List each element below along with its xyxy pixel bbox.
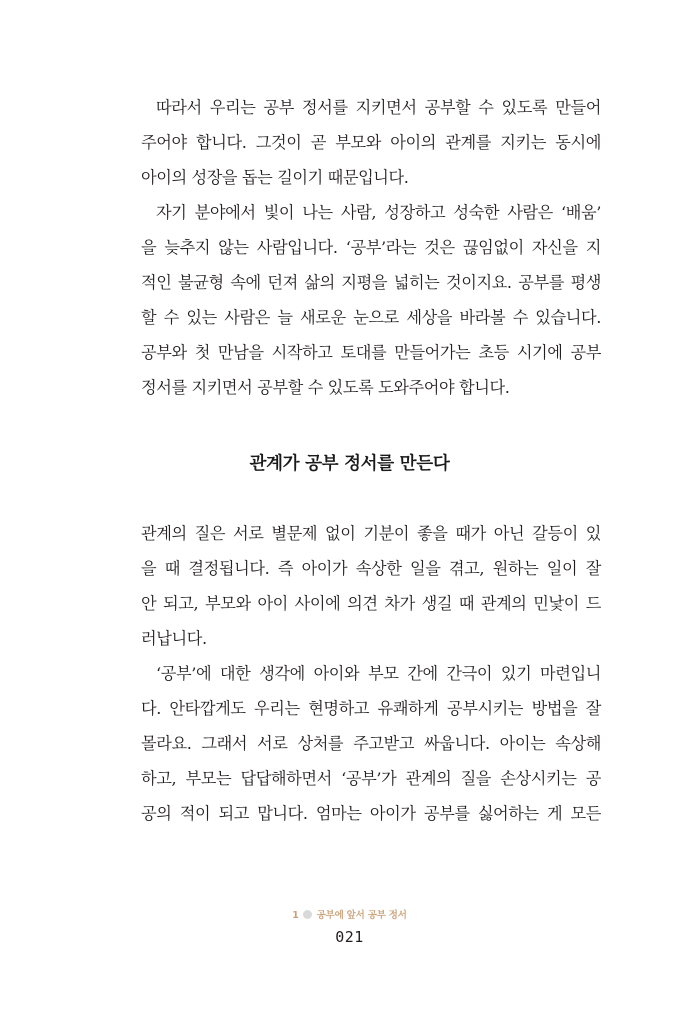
text-line: 정서를 지키면서 공부할 수 있도록 도와주어야 합니다. xyxy=(141,378,510,397)
text-line: 안 되고, 부모와 아이 사이에 의견 차가 생길 때 관계의 민낯이 드 xyxy=(141,594,601,613)
text-line: 공의 적이 되고 맙니다. 엄마는 아이가 공부를 싫어하는 게 모든 xyxy=(141,804,601,823)
body-text-top xyxy=(141,90,601,405)
bullet-dot-icon xyxy=(303,910,312,919)
text-line: 을 때 결정됩니다. 즉 아이가 속상한 일을 겪고, 원하는 일이 잘 xyxy=(141,559,601,578)
text-line: 아이의 성장을 돕는 길이기 때문입니다. xyxy=(141,168,409,187)
text-line: 자기 분야에서 빛이 나는 사람, 성장하고 성숙한 사람은 ‘배움’ xyxy=(156,203,601,222)
text-line: 할 수 있는 사람은 늘 새로운 눈으로 세상을 바라볼 수 있습니다. xyxy=(141,308,601,327)
text-line: 다. 안타깝게도 우리는 현명하고 유쾌하게 공부시키는 방법을 잘 xyxy=(141,699,601,718)
chapter-title: 공부에 앞서 공부 정서 xyxy=(316,910,407,921)
text-line: 몰라요. 그래서 서로 상처를 주고받고 싸웁니다. 아이는 속상해 xyxy=(141,734,601,753)
paragraph-1 xyxy=(141,90,601,195)
text-line: 러납니다. xyxy=(141,629,207,648)
body-text-bottom xyxy=(141,516,601,831)
page-number: 021 xyxy=(335,928,364,946)
text-line: 을 늦추지 않는 사람입니다. ‘공부’라는 것은 끊임없이 자신을 지 xyxy=(141,238,601,257)
text-line: 주어야 합니다. 그것이 곧 부모와 아이의 관계를 지키는 동시에 xyxy=(141,133,601,152)
running-footer xyxy=(0,907,699,921)
paragraph-3 xyxy=(141,516,601,656)
paragraph-2 xyxy=(141,195,601,405)
text-line: 적인 불균형 속에 던져 삶의 지평을 넓히는 것이지요. 공부를 평생 xyxy=(141,273,601,292)
text-line: 관계의 질은 서로 별문제 없이 기분이 좋을 때가 아닌 갈등이 있 xyxy=(141,524,601,543)
paragraph-4 xyxy=(141,656,601,831)
section-heading: 관계가 공부 정서를 만든다 xyxy=(249,454,450,474)
chapter-number: 1 xyxy=(292,910,299,921)
text-line: ‘공부’에 대한 생각에 아이와 부모 간에 간극이 있기 마련입니 xyxy=(156,664,601,683)
text-line: 따라서 우리는 공부 정서를 지키면서 공부할 수 있도록 만들어 xyxy=(156,98,601,117)
text-line: 공부와 첫 만남을 시작하고 토대를 만들어가는 초등 시기에 공부 xyxy=(141,343,601,362)
text-line: 하고, 부모는 답답해하면서 ‘공부’가 관계의 질을 손상시키는 공 xyxy=(141,769,601,788)
